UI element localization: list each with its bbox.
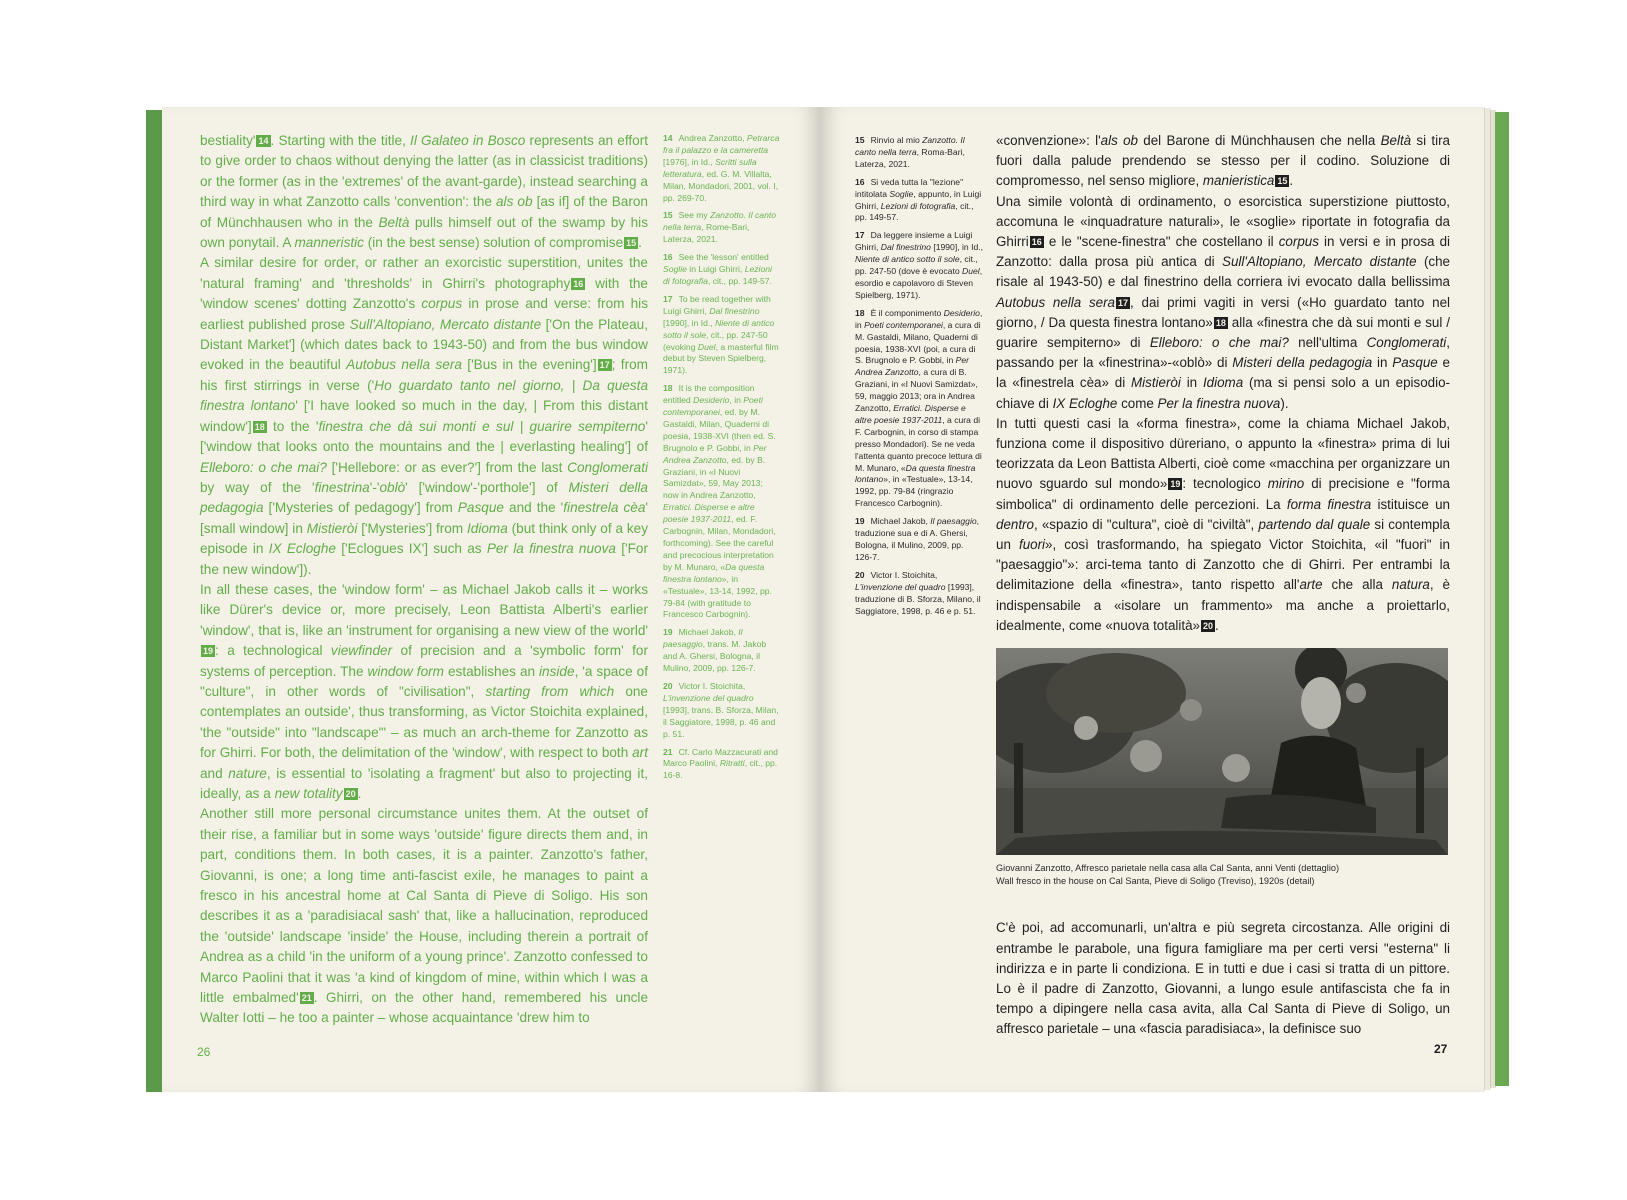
caption-english: Wall fresco in the house on Cal Santa, Pieve di Soligo (Treviso), 1920s (detail) — [996, 876, 1315, 886]
footnote: 20 Victor I. Stoichita, L'invenzione del quadro [1993], traduzione di B. Sforza, Milano, il Saggiatore, 1998, p. 46 e p. 51. — [855, 569, 981, 616]
body-paragraph: bestiality' 14 . Starting with the title, Il Galateo in Bosco represents an effort to give order to chaos without denying the latter (as in classicist traditions) or the former (as in the 'extremes' of the avant-garde), instead searching a third way in what Zanzotto calls 'convention': the als ob [as if] of the Baron of Münchhausen who in the Beltà pulls himself out of the swamp by his own ponytail. A manneristic (in the best sense) solution of compromise 15 . — [200, 133, 648, 251]
footnote-number: 15 — [855, 135, 865, 145]
footnote-number: 18 — [663, 383, 673, 394]
footnote-number: 20 — [855, 569, 865, 580]
footnote-number: 16 — [855, 176, 865, 187]
footnote-ref: 21 — [301, 993, 312, 1004]
footnote-ref: 15 — [626, 238, 637, 249]
footnote-number: 19 — [663, 627, 673, 638]
footnote: 17 Da leggere insieme a Luigi Ghirri, Dal finestrino [1990], in Id., Niente di antico sotto il sole, cit., pp. 247-50 (dove è evocato Duel, esordio e capolavoro di Steven Spielberg, 1971). — [855, 230, 984, 300]
right-main-text-continued — [996, 905, 1450, 1053]
footnote-ref: 18 — [254, 421, 265, 432]
right-footnotes — [855, 135, 983, 623]
footnote-ref: 18 — [1215, 317, 1226, 328]
footnote-ref: 19 — [203, 646, 214, 657]
fresco-image — [996, 648, 1448, 855]
figure-caption — [996, 862, 1448, 888]
footnote-ref: 20 — [1202, 620, 1213, 631]
footnote: 15 See my Zanzotto. Il canto nella terra, Rome-Bari, Laterza, 2021. — [663, 210, 777, 245]
footnote-number: 14 — [663, 133, 673, 143]
footnote: 19 Michael Jakob, Il paesaggio, trans. M. Jakob and A. Ghersi, Bologna, il Mulino, 2009, pp. 126-7. — [663, 627, 767, 674]
body-paragraph: Another still more personal circumstance unites them. At the outset of their rise, a familiar but in some ways 'outside' figure directs them and, in part, conditions them. In both cases, it is a painter. Zanzotto's father, Giovanni, is one; a long time anti-fascist exile, he manages to paint a fresco in his ancestral home at Cal Santa di Pieve di Soligo. His son describes it as a 'paradisiacal sash' that, like a hallucination, reproduced the 'outside' landscape 'inside' the House, including therein a portrait of Andrea as a child 'in the uniform of a young prince'. Zanzotto confessed to Marco Paolini that it was 'a kind of kingdom of mine, within which I was a little embalmed' 21 . Ghirri, on the other hand, remembered his uncle Walter Iotti – he too a painter – whose acquaintance 'drew him to — [200, 806, 649, 1026]
footnote: 20 Victor I. Stoichita, L'invenzione del quadro [1993], trans. B. Sforza, Milan, il Saggiatore, 1998, p. 46 and p. 51. — [663, 680, 779, 739]
body-paragraph: In tutti questi casi la «forma finestra», come la chiama Michael Jakob, funziona come il dispositivo düreriano, o appunto la «finestra» prima di lui teorizzata da Leon Battista Alberti, cioè come «macchina per organizzare un nuovo sguardo sul mondo» 19 : tecnologico mirino di precisione e "forma simbolica" di ordinamento delle percezioni. La forma finestra istituisce un dentro, «spazio di "cultura", cioè di "civiltà", partendo dal quale si contempla un fuori», così trasformando, ha spiegato Victor Stoichita, «il "fuori" in "paesaggio"»: arci-tema tanto di Zanzotto che di Ghirri. Per entrambi la delimitazione della «finestra», tanto rispetto all'arte che alla natura, è indispensabile a «isolare un frammento» ma anche a proiettarlo, idealmente, come «nuova totalità» 20 . — [996, 415, 1451, 633]
body-paragraph: Una simile volontà di ordinamento, o esorcistica superstizione piuttosto, accomuna le «inquadrature naturali», le «soglie» riportate in fotografia da Ghirri 16 e le "scene-finestra" che costellano il corpus in versi e in prosa di Zanzotto: dalla prosa più antica di Sull'Altopiano, Mercato distante (che risale al 1943-50) e dal finestrino della corriera ivi evocato dalla bellissima Autobus nella sera 17 , dai primi vagiti in versi («Ho guardato tanto nel giorno, / Da questa finestra lontano» 18 alla «finestra che dà sui monti e sul / guarire sempiterno» di Elleboro: o che mai? nell'ultima Conglomerati, passando per la «finestrina»-«oblò» di Misteri della pedagogia in Pasque e la «finestrela cèa» di Mistieròi in Idioma (ma si pensi solo a un episodio-chiave di IX Ecloghe come Per la finestra nuova). — [996, 193, 1451, 411]
footnote-ref: 17 — [1118, 297, 1129, 308]
footnote-number: 21 — [663, 746, 673, 757]
caption-italian: Giovanni Zanzotto, Affresco parietale nella casa alla Cal Santa, anni Venti (dettaglio) — [996, 863, 1340, 873]
footnote-number: 18 — [855, 307, 865, 318]
footnote-number: 17 — [663, 293, 673, 304]
footnote-number: 20 — [663, 680, 673, 691]
body-paragraph: A similar desire for order, or rather an exorcistic superstition, unites the 'natural framing' and 'thresholds' in Ghirri's photography 16 with the 'window scenes' dotting Zanzotto's corpus in prose and verse: from his earliest published prose Sull'Altopiano, Mercato distante ['On the Plateau, Distant Market'] (which dates back to 1943-50) and from the bus window evoked in the beautiful Autobus nella sera ['Bus in the evening'] 17 ; from his first stirrings in verse ('Ho guardato tanto nel giorno, | Da questa finestra lontano' ['I have looked so much in the day, | From this distant window'] 18 to the 'finestra che dà sui monti e sul | guarire sempiterno' ['window that looks onto the mountains and the | everlasting healing'] of Elleboro: o che mai? ['Hellebore: or as ever?'] from the last Conglomerati by way of the 'finestrina'-'oblò' ['window'-'porthole'] of Misteri della pedagogia ['Mysteries of pedagogy'] from Pasque and the 'finestrela cèa' [small window] in Mistieròi ['Mysteries'] from Idioma (but think only of a key episode in IX Ecloghe ['Eclogues IX'] such as Per la finestra nuova ['For the new window']). — [200, 255, 649, 577]
page-number-left: 26 — [197, 1045, 211, 1059]
back-cover-edge — [1495, 112, 1509, 1086]
footnote: 17 To be read together with Luigi Ghirri, Dal finestrino [1990], in Id., Niente di antico sotto il sole, cit., pp. 247-50 (evoking Duel, a masterful film debut by Steven Spielberg, 1971). — [663, 293, 779, 376]
footnote: 18 È il componimento Desiderio, in Poeti contemporanei, a cura di M. Gastaldi, Milano, Quaderni di poesia, 1938-XVI (poi, a cura di S. Brugnolo e P. Gobbi, in Per Andrea Zanzotto, a cura di B. Graziani, in «I Nuovi Samizdat», 59, maggio 2013; ora in Andrea Zanzotto, Erratici. Disperse e altre poesie 1937-2011, a cura di F. Carbognin, in corso di stampa presso Mondadori). Se ne veda l'attenta quanto precoce lettura di M. Munaro, «Da questa finestra lontano», in «Testuale», 13-14, 1992, pp. 79-84 (ringrazio Francesco Carbognin). — [855, 307, 983, 509]
left-main-text — [200, 131, 648, 1029]
page-number-right: 27 — [1434, 1042, 1448, 1056]
body-paragraph: «convenzione»: l'als ob del Barone di Münchhausen che nella Beltà si tira fuori dalla palude prendendo se stesso per il codino. Soluzione di compromesso, nel senso migliore, manieristica 15 . — [996, 133, 1451, 189]
fresco-illustration — [996, 648, 1448, 855]
footnote-number: 19 — [855, 516, 865, 527]
footnote-ref: 16 — [1031, 237, 1042, 248]
footnote-ref: 15 — [1277, 176, 1288, 187]
left-footnotes — [663, 133, 780, 788]
footnote-number: 15 — [663, 210, 673, 221]
footnote: 21 Cf. Carlo Mazzacurati and Marco Paolini, Ritratti, cit., pp. 16-8. — [663, 746, 778, 781]
footnote: 16 Si veda tutta la "lezione" intitolata Soglie, appunto, in Luigi Ghirri, Lezioni di fotografia, cit., pp. 149-57. — [855, 176, 982, 223]
right-main-text — [996, 131, 1450, 636]
footnote-ref: 19 — [1170, 479, 1181, 490]
footnote: 18 It is the composition entitled Desiderio, in Poeti contemporanei, ed. by M. Gastaldi, Milan, Quaderni di poesia, 1938-XVI (then ed. S. Brugnolo e P. Gobbi, in Per Andrea Zanzotto, ed. by B. Graziani, in «I Nuovi Samizdat», 59, May 2013; now in Andrea Zanzotto, Erratici. Disperse e altre poesie 1937-2011, ed. F. Carbognin, Milan, Mondadori, forthcoming). See the careful and precocious interpretation by M. Munaro, «Da questa finestra lontano», in «Testuale», 13-14, 1992, pp. 79-84 (with gratitude to Francesco Carbognin). — [663, 383, 776, 620]
footnote-ref: 17 — [599, 360, 610, 371]
footnote: 19 Michael Jakob, Il paesaggio, traduzione sua e di A. Ghersi, Bologna, il Mulino, 2009, pp. 126-7. — [855, 516, 980, 562]
footnote: 15 Rinvio al mio Zanzotto. Il canto nella terra, Roma-Bari, Laterza, 2021. — [855, 135, 965, 169]
body-paragraph: In all these cases, the 'window form' – as Michael Jakob calls it – works like Dürer's device or, more precisely, Leon Battista Alberti's earlier 'window', that is, like an 'instrument for organising a new view of the world'19 : a technological viewfinder of precision and a 'symbolic form' for systems of perception. The window form establishes an inside, 'a space of "culture", in other words of "civilisation", starting from which one contemplates an outside', thus transforming, as Victor Stoichita explained, 'the "outside" into "landscape"' – as much an arch-theme for Zanzotto as for Ghirri. For both, the delimitation of the 'window', with respect to both art and nature, is essential to 'isolating a fragment' but also to projecting it, ideally, as a new totality 20 . — [200, 581, 649, 801]
footnote-ref: 14 — [258, 136, 269, 146]
footnote-ref: 20 — [345, 789, 356, 799]
footnote-ref: 16 — [573, 278, 584, 289]
footnote: 14 Andrea Zanzotto, Petrarca fra il palazzo e la cameretta [1976], in Id., Scritti sulla letteratura, ed. G. M. Villalta, Milan, Mondadori, 2001, vol. I, pp. 269-70. — [663, 133, 780, 203]
body-paragraph: C'è poi, ad accomunarli, un'altra e più segreta circostanza. Alle origini di entrambe le parabole, una figura famigliare ma per certi versi "esterna" li indirizza e in parte li condiziona. E in tutti e due i casi si tratta di un pittore. Lo è il padre di Zanzotto, Giovanni, a lungo esule antifascista che fa in tempo a dipingere nella casa avita, alla Cal Santa di Pieve di Soligo, un affresco parietale – una «fascia paradisiaca», la definisce suo — [996, 920, 1450, 1037]
footnote-number: 16 — [663, 252, 673, 263]
footnote: 16 See the 'lesson' entitled Soglie in Luigi Ghirri, Lezioni di fotografia, cit., pp. 149-57. — [663, 252, 772, 286]
footnote-number: 17 — [855, 230, 865, 241]
